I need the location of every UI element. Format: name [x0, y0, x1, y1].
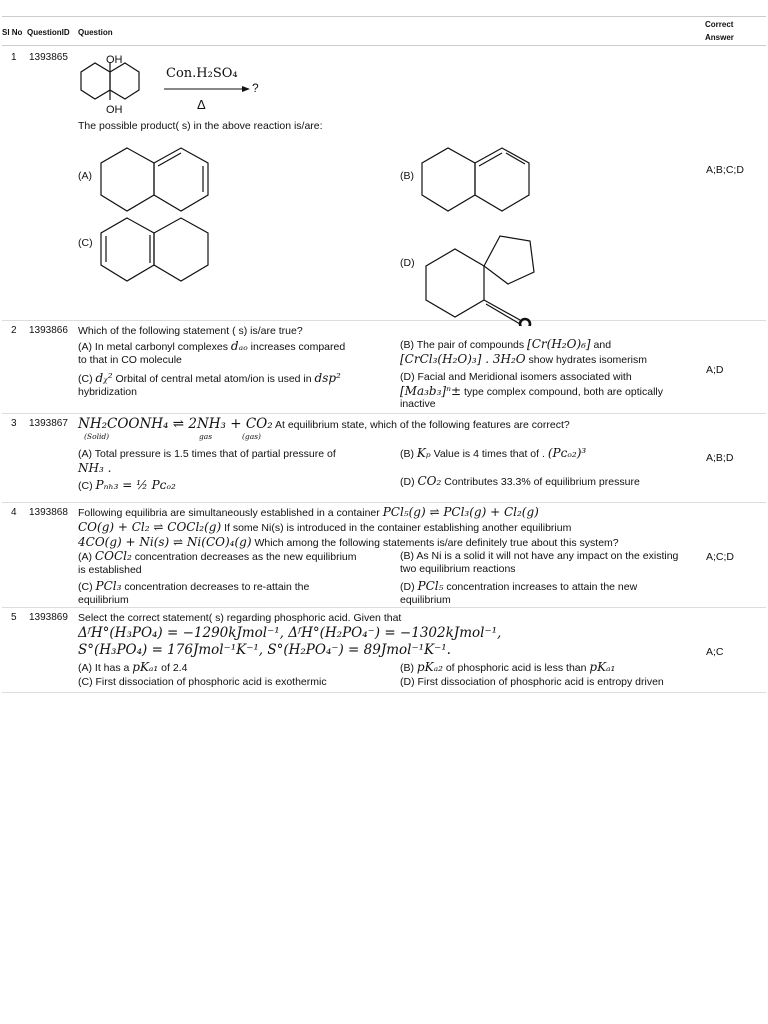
option-c-text: (C)	[78, 480, 93, 492]
option-d-label: (D)	[400, 257, 415, 269]
option-a	[78, 660, 187, 675]
header-answer: Answer	[705, 33, 734, 42]
option-d-text-3: equilibrium	[400, 593, 451, 606]
reaction-arrow-icon	[162, 84, 252, 94]
option-b-text: (B)	[400, 448, 414, 460]
equation-3: 4CO(g) + Ni(s) ⇌ Ni(CO)₄(g)	[78, 535, 252, 550]
option-d-text: (D)	[400, 581, 415, 593]
option-b-math-2: [CrCl₃(H₂O)₃] . 3H₂O	[400, 351, 526, 366]
option-c: (C) First dissociation of phosphoric acid is exothermic	[78, 676, 327, 688]
option-b	[400, 550, 678, 575]
option-d-math: PCl₅	[417, 579, 444, 593]
option-d-text-2: type complex compound, both are optically	[463, 385, 663, 398]
row-sno: 2	[11, 325, 17, 336]
option-a-text-2: concentration decreases as the new equilibrium	[134, 551, 357, 563]
option-a	[78, 339, 345, 366]
option-a-text: (A) Total pressure is 1.5 times that of partial pressure of	[78, 448, 336, 460]
option-a	[78, 549, 357, 576]
option-b-math: Kₚ	[416, 446, 431, 460]
equation-1: ΔᶠH°(H₃PO₄) = −1290kJmol⁻¹, ΔᶠH°(H₂PO₄⁻) = −1302kJmol⁻¹,	[78, 625, 502, 641]
question-row-4	[2, 503, 766, 608]
option-c-label: (C)	[78, 237, 93, 249]
option-b	[400, 446, 586, 461]
option-d-text-3: inactive	[400, 398, 436, 411]
option-c-structure	[99, 216, 219, 286]
option-c-text-2: concentration decreases to re-attain the	[124, 581, 310, 593]
equation-2: S°(H₃PO₄) = 176Jmol⁻¹K⁻¹, S°(H₂PO₄⁻) = 89Jmol⁻¹K⁻¹.	[78, 642, 451, 658]
option-c-math-2: dsp²	[314, 371, 341, 385]
header-question: Question	[78, 28, 113, 37]
option-b-label: (B)	[400, 170, 414, 182]
option-a-math: COCl₂	[94, 549, 132, 563]
table-header	[2, 16, 766, 46]
row-qid: 1393869	[29, 612, 68, 623]
option-b-text: (B) As Ni is a solid it will not have any impact on the existing	[400, 550, 679, 562]
option-b-math-2: (Pᴄₒ₂)³	[547, 446, 587, 460]
option-c-text: (C)	[78, 373, 93, 385]
header-correct: Correct	[705, 20, 734, 29]
option-a	[78, 448, 336, 475]
option-d: (D) First dissociation of phosphoric acid is entropy driven	[400, 676, 664, 688]
question-text: Select the correct statement( s) regarding phosphoric acid. Given that	[78, 612, 402, 624]
question-text-3: Which among the following statements is/are definitely true about this system?	[254, 537, 619, 550]
option-c-text-3: equilibrium	[78, 593, 129, 606]
delta-symbol: Δ	[197, 97, 206, 112]
option-c-math: Pₙₕ₃ = ½ Pᴄₒ₂	[95, 478, 176, 492]
option-c-text-3: hybridization	[78, 385, 137, 398]
question-text-1: Following equilibria are simultaneously established in a container	[78, 507, 380, 519]
question-text	[78, 505, 619, 550]
question-text	[78, 416, 570, 432]
row-qid: 1393868	[29, 507, 68, 518]
option-b-text-3: show hydrates isomerism	[528, 353, 647, 366]
option-d-math: [Ma₃b₃]ⁿ±	[400, 383, 462, 398]
option-a-text: (A) It has a	[78, 662, 130, 674]
question-row-5	[2, 608, 766, 693]
option-a-structure	[99, 146, 219, 216]
correct-answer: A;C	[706, 646, 724, 658]
option-a-label: (A)	[78, 170, 92, 182]
row-qid: 1393866	[29, 325, 68, 336]
option-c-text: (C)	[78, 581, 93, 593]
option-b-text-2: Value is 4 times that of .	[433, 448, 545, 460]
option-a-text-3: to that in CO molecule	[78, 353, 182, 366]
option-d	[400, 579, 637, 606]
option-a-text: (A) In metal carbonyl complexes	[78, 341, 228, 353]
correct-answer: A;D	[706, 364, 724, 376]
reaction-equation: NH₂COONH₄ ⇌ 2NH₃ + CO₂	[78, 416, 273, 432]
option-b-math: [Cr(H₂O)₆]	[527, 337, 591, 351]
oh-top-label: OH	[106, 54, 123, 66]
correct-answer: A;B;C;D	[706, 164, 744, 176]
option-d-math: CO₂	[417, 474, 442, 488]
option-d-text-2: concentration increases to attain the new	[446, 581, 638, 593]
option-b	[400, 660, 615, 675]
option-b-text-2: of phosphoric acid is less than	[445, 662, 587, 674]
header-qid: QuestionID	[27, 28, 70, 37]
option-d-structure	[422, 216, 562, 326]
option-b-text-2: and	[593, 339, 612, 351]
option-c-math: dᵪ²	[95, 371, 113, 385]
option-a-math: dₐₒ	[230, 339, 248, 353]
option-b-math: pKₐ₂	[416, 660, 443, 674]
header-sno: Sl No	[2, 28, 23, 37]
option-b-text-2: two equilibrium reactions	[400, 562, 516, 575]
option-c	[78, 579, 309, 606]
option-a-text-2: of 2.4	[161, 662, 188, 674]
row-sno: 4	[11, 507, 17, 518]
row-sno: 1	[11, 52, 17, 63]
option-b-math-2: pKₐ₁	[589, 660, 616, 674]
option-c-text-2: Orbital of central metal atom/ion is used in	[115, 373, 312, 385]
option-c	[78, 371, 341, 398]
label-gas-2: (gas)	[242, 432, 261, 441]
option-b-structure	[420, 146, 540, 216]
option-a-math: pKₐ₁	[132, 660, 159, 674]
equation-2: CO(g) + Cl₂ ⇌ COCl₂(g)	[78, 520, 222, 535]
correct-answer: A;C;D	[706, 551, 735, 563]
question-row-2	[2, 321, 766, 414]
reagent-label: Con.H₂SO₄	[166, 66, 238, 81]
question-row-1	[2, 46, 766, 321]
question-text: The possible product( s) in the above reaction is/are:	[78, 120, 323, 132]
row-sno: 3	[11, 418, 17, 429]
option-c-math: PCl₃	[95, 579, 122, 593]
option-d-text: (D)	[400, 476, 415, 488]
option-c	[78, 478, 176, 493]
question-text-2: If some Ni(s) is introduced in the container establishing another equilibrium	[224, 522, 572, 535]
question-row-3	[2, 414, 766, 503]
equation-1: PCl₅(g) ⇌ PCl₃(g) + Cl₂(g)	[382, 505, 539, 519]
option-b-text: (B)	[400, 662, 414, 674]
question-text: Which of the following statement ( s) is/are true?	[78, 325, 303, 337]
row-qid: 1393867	[29, 418, 68, 429]
option-a-text-2: increases compared	[250, 341, 346, 353]
label-solid: (Solid)	[84, 432, 110, 441]
option-a-text-3: is established	[78, 563, 142, 576]
question-mark: ?	[252, 81, 259, 95]
option-b	[400, 337, 647, 366]
option-d-text-2: Contributes 33.3% of equilibrium pressure	[444, 476, 640, 488]
row-sno: 5	[11, 612, 17, 623]
option-a-math: NH₃ .	[78, 460, 112, 475]
option-d-text: (D) Facial and Meridional isomers associated with	[400, 371, 632, 383]
oh-bottom-label: OH	[106, 104, 123, 116]
question-text-body: At equilibrium state, which of the following features are correct?	[275, 419, 570, 431]
questions-table	[2, 16, 766, 693]
option-a-text: (A)	[78, 551, 92, 563]
option-d	[400, 474, 640, 489]
row-qid: 1393865	[29, 52, 68, 63]
option-d	[400, 371, 663, 411]
label-gas: gas	[199, 432, 213, 441]
option-b-text: (B) The pair of compounds	[400, 339, 525, 351]
correct-answer: A;B;D	[706, 452, 734, 464]
